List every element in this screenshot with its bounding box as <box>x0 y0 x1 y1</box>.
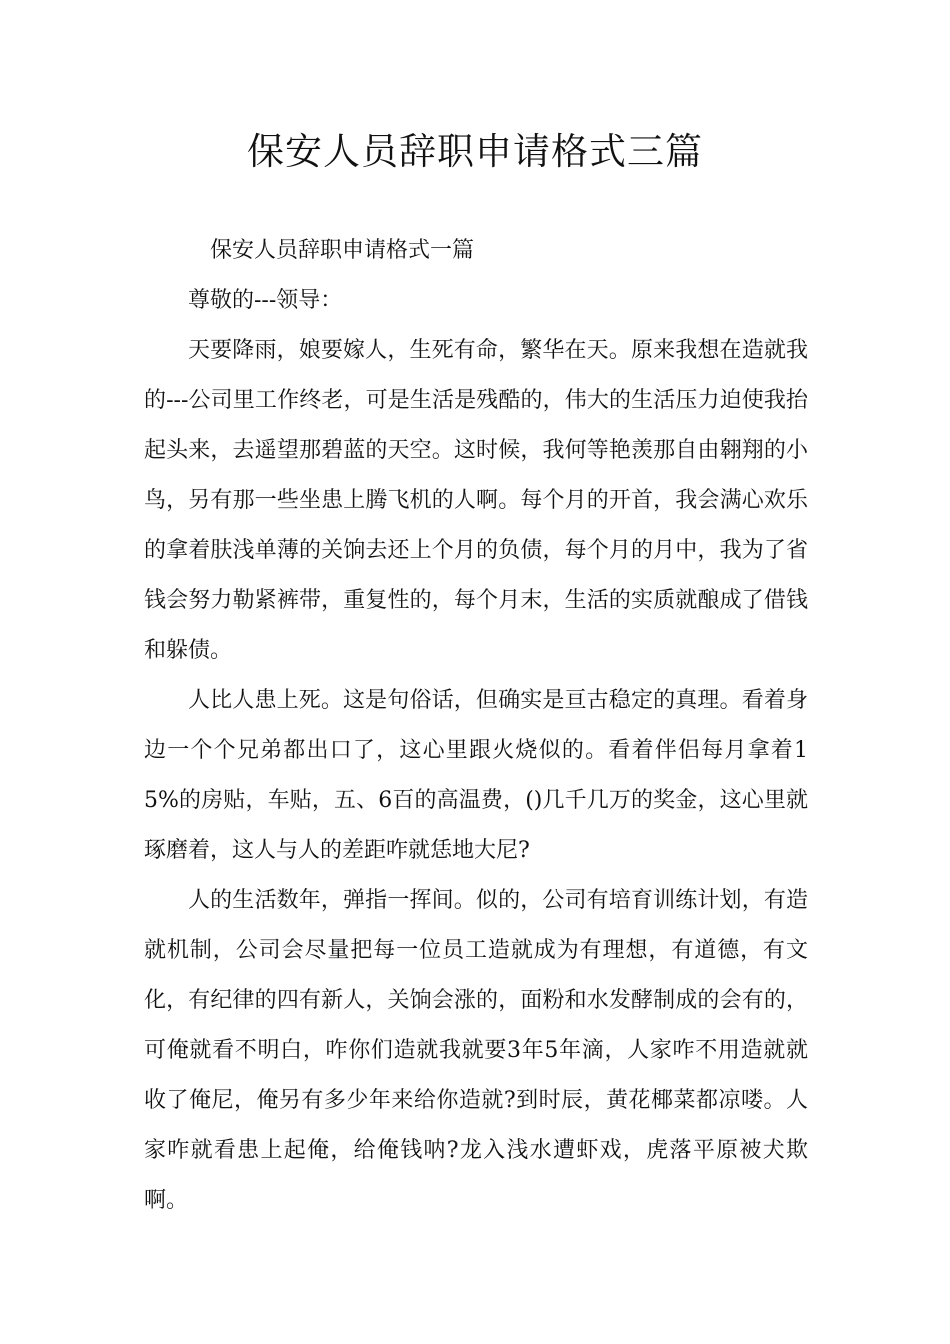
paragraph-1: 天要降雨，娘要嫁人，生死有命，繁华在天。原来我想在造就我的---公司里工作终老，可是生活是残酷的，伟大的生活压力迫使我抬起头来，去遥望那碧蓝的天空。这时候，我何等艳羡那自由翱翔的小鸟，另有那一些坐患上腾飞机的人啊。每个月的开首，我会满心欢乐的拿着肤浅单薄的关饷去还上个月的负债，每个月的月中，我为了省钱会努力勒紧裤带，重复性的，每个月末，生活的实质就酿成了借钱和躲债。 <box>144 338 808 663</box>
paragraph-2: 人比人患上死。这是句俗话，但确实是亘古稳定的真理。看着身边一个个兄弟都出口了，这心里跟火烧似的。看着伴侣每月拿着15%的房贴，车贴，五、6百的高温费，()几千几万的奖金，这心里就琢磨着，这人与人的差距咋就恁地大尼? <box>144 688 808 863</box>
section-subtitle: 保安人员辞职申请格式一篇 <box>210 238 475 263</box>
document-body <box>144 226 808 1226</box>
paragraph-3: 人的生活数年，弹指一挥间。似的，公司有培育训练计划，有造就机制，公司会尽量把每一位员工造就成为有理想，有道德，有文化，有纪律的四有新人，关饷会涨的，面粉和水发酵制成的会有的，可俺就看不明白，咋你们造就我就要3年5年滴，人家咋不用造就就收了俺尼，俺另有多少年来给你造就?到时辰，黄花椰菜都凉喽。人家咋就看患上起俺，给俺钱呐?龙入浅水遭虾戏，虎落平原被犬欺啊。 <box>144 888 808 1213</box>
document-title: 保安人员辞职申请格式三篇 <box>247 130 703 173</box>
salutation: 尊敬的---领导： <box>188 288 343 313</box>
